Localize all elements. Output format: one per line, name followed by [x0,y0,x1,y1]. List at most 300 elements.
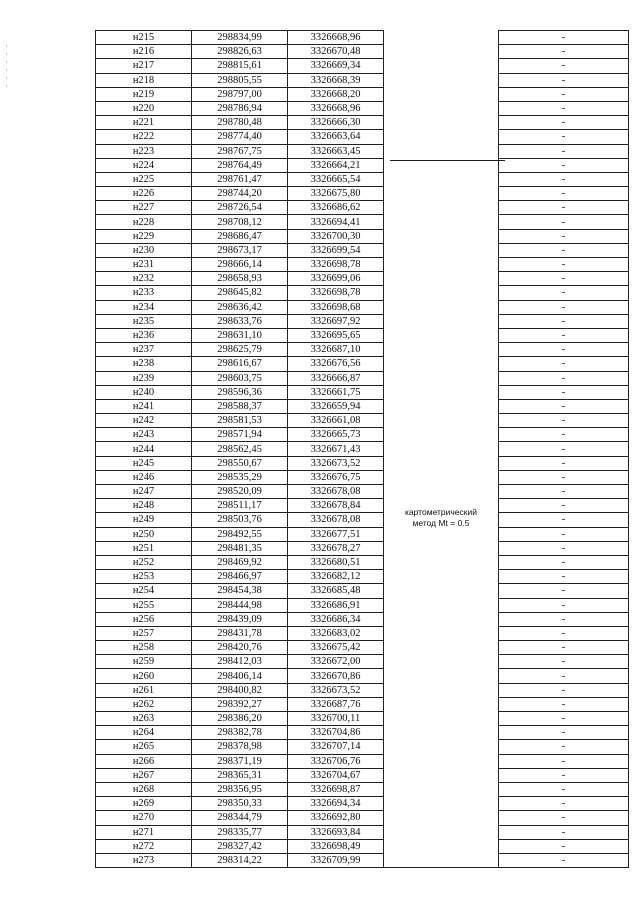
point-id-cell: н218 [96,73,192,87]
x-coordinate-cell: 298726,54 [192,201,288,215]
x-coordinate-cell: 298392,27 [192,697,288,711]
x-coordinate-cell: 298431,78 [192,626,288,640]
table-row [96,782,629,796]
y-coordinate-cell: 3326687,10 [288,343,384,357]
table-row [96,570,629,584]
note-cell: - [499,116,629,130]
point-id-cell: н230 [96,243,192,257]
table-row [96,130,629,144]
x-coordinate-cell: 298633,76 [192,314,288,328]
x-coordinate-cell: 298708,12 [192,215,288,229]
y-coordinate-cell: 3326687,76 [288,697,384,711]
point-id-cell: н266 [96,754,192,768]
note-cell: - [499,286,629,300]
point-id-cell: н223 [96,144,192,158]
point-id-cell: н272 [96,839,192,853]
point-id-cell: н253 [96,570,192,584]
y-coordinate-cell: 3326670,48 [288,45,384,59]
note-cell: - [499,754,629,768]
point-id-cell: н251 [96,541,192,555]
point-id-cell: н236 [96,328,192,342]
table-row [96,740,629,754]
note-cell: - [499,655,629,669]
x-coordinate-cell: 298588,37 [192,399,288,413]
table-row [96,598,629,612]
y-coordinate-cell: 3326700,30 [288,229,384,243]
point-id-cell: н215 [96,31,192,45]
x-coordinate-cell: 298492,55 [192,527,288,541]
point-id-cell: н228 [96,215,192,229]
point-id-cell: н233 [96,286,192,300]
x-coordinate-cell: 298571,94 [192,428,288,442]
point-id-cell: н259 [96,655,192,669]
y-coordinate-cell: 3326668,20 [288,87,384,101]
y-coordinate-cell: 3326675,80 [288,187,384,201]
y-coordinate-cell: 3326686,62 [288,201,384,215]
note-cell: - [499,839,629,853]
y-coordinate-cell: 3326670,86 [288,669,384,683]
note-cell: - [499,825,629,839]
x-coordinate-cell: 298469,92 [192,555,288,569]
note-cell: - [499,853,629,867]
y-coordinate-cell: 3326698,68 [288,300,384,314]
point-id-cell: н241 [96,399,192,413]
y-coordinate-cell: 3326698,87 [288,782,384,796]
y-coordinate-cell: 3326677,51 [288,527,384,541]
y-coordinate-cell: 3326673,52 [288,683,384,697]
y-coordinate-cell: 3326709,99 [288,853,384,867]
x-coordinate-cell: 298658,93 [192,272,288,286]
point-id-cell: н219 [96,87,192,101]
table-row [96,59,629,73]
table-row [96,215,629,229]
table-row [96,754,629,768]
x-coordinate-cell: 298596,36 [192,385,288,399]
point-id-cell: н249 [96,513,192,527]
note-cell: - [499,442,629,456]
table-row [96,555,629,569]
y-coordinate-cell: 3326668,96 [288,101,384,115]
x-coordinate-cell: 298625,79 [192,343,288,357]
table-row [96,527,629,541]
table-row [96,669,629,683]
note-cell: - [499,385,629,399]
method-label-line2: метод Mt = 0.5 [412,517,470,528]
note-cell: - [499,697,629,711]
x-coordinate-cell: 298350,33 [192,797,288,811]
table-row [96,655,629,669]
x-coordinate-cell: 298815,61 [192,59,288,73]
y-coordinate-cell: 3326672,00 [288,655,384,669]
x-coordinate-cell: 298444,98 [192,598,288,612]
coordinates-table-body [96,31,629,868]
table-row [96,612,629,626]
note-cell: - [499,485,629,499]
x-coordinate-cell: 298581,53 [192,414,288,428]
y-coordinate-cell: 3326678,84 [288,499,384,513]
point-id-cell: н267 [96,768,192,782]
x-coordinate-cell: 298327,42 [192,839,288,853]
note-cell: - [499,31,629,45]
x-coordinate-cell: 298344,79 [192,811,288,825]
x-coordinate-cell: 298420,76 [192,641,288,655]
note-cell: - [499,598,629,612]
note-cell: - [499,371,629,385]
point-id-cell: н261 [96,683,192,697]
method-label-line1: картометрический [405,506,477,517]
point-id-cell: н252 [96,555,192,569]
point-id-cell: н273 [96,853,192,867]
point-id-cell: н263 [96,712,192,726]
table-row [96,314,629,328]
x-coordinate-cell: 298511,17 [192,499,288,513]
table-row [96,825,629,839]
point-id-cell: н247 [96,485,192,499]
note-cell: - [499,428,629,442]
table-row [96,87,629,101]
y-coordinate-cell: 3326699,06 [288,272,384,286]
margin-marks [6,45,8,145]
note-cell: - [499,187,629,201]
point-id-cell: н270 [96,811,192,825]
note-cell: - [499,811,629,825]
table-row [96,513,629,527]
y-coordinate-cell: 3326675,42 [288,641,384,655]
y-coordinate-cell: 3326676,75 [288,470,384,484]
note-cell: - [499,584,629,598]
x-coordinate-cell: 298481,35 [192,541,288,555]
x-coordinate-cell: 298616,67 [192,357,288,371]
table-row [96,697,629,711]
table-row [96,853,629,867]
x-coordinate-cell: 298636,42 [192,300,288,314]
x-coordinate-cell: 298520,09 [192,485,288,499]
x-coordinate-cell: 298412,03 [192,655,288,669]
table-row [96,626,629,640]
y-coordinate-cell: 3326685,48 [288,584,384,598]
note-cell: - [499,328,629,342]
x-coordinate-cell: 298767,75 [192,144,288,158]
table-row [96,243,629,257]
note-cell: - [499,513,629,527]
y-coordinate-cell: 3326680,51 [288,555,384,569]
y-coordinate-cell: 3326693,84 [288,825,384,839]
point-id-cell: н254 [96,584,192,598]
table-row [96,300,629,314]
note-cell: - [499,726,629,740]
method-cell-divider [390,160,505,161]
table-row [96,371,629,385]
note-cell: - [499,343,629,357]
y-coordinate-cell: 3326704,67 [288,768,384,782]
note-cell: - [499,73,629,87]
y-coordinate-cell: 3326661,75 [288,385,384,399]
note-cell: - [499,258,629,272]
table-row [96,328,629,342]
table-row [96,357,629,371]
point-id-cell: н240 [96,385,192,399]
table-row [96,229,629,243]
x-coordinate-cell: 298466,97 [192,570,288,584]
x-coordinate-cell: 298744,20 [192,187,288,201]
point-id-cell: н231 [96,258,192,272]
x-coordinate-cell: 298826,63 [192,45,288,59]
x-coordinate-cell: 298764,49 [192,158,288,172]
note-cell: - [499,201,629,215]
note-cell: - [499,272,629,286]
point-id-cell: н237 [96,343,192,357]
table-row [96,584,629,598]
table-row [96,31,629,45]
y-coordinate-cell: 3326683,02 [288,626,384,640]
point-id-cell: н268 [96,782,192,796]
table-row [96,641,629,655]
note-cell: - [499,470,629,484]
y-coordinate-cell: 3326666,87 [288,371,384,385]
point-id-cell: н242 [96,414,192,428]
x-coordinate-cell: 298805,55 [192,73,288,87]
note-cell: - [499,612,629,626]
y-coordinate-cell: 3326671,43 [288,442,384,456]
table-row [96,158,629,172]
point-id-cell: н255 [96,598,192,612]
point-id-cell: н245 [96,456,192,470]
table-row [96,187,629,201]
x-coordinate-cell: 298603,75 [192,371,288,385]
note-cell: - [499,243,629,257]
x-coordinate-cell: 298631,10 [192,328,288,342]
note-cell: - [499,499,629,513]
x-coordinate-cell: 298335,77 [192,825,288,839]
note-cell: - [499,782,629,796]
point-id-cell: н262 [96,697,192,711]
y-coordinate-cell: 3326706,76 [288,754,384,768]
table-row [96,101,629,115]
table-row [96,541,629,555]
table-row [96,272,629,286]
point-id-cell: н235 [96,314,192,328]
table-row [96,116,629,130]
x-coordinate-cell: 298673,17 [192,243,288,257]
note-cell: - [499,555,629,569]
note-cell: - [499,172,629,186]
note-cell: - [499,414,629,428]
x-coordinate-cell: 298371,19 [192,754,288,768]
x-coordinate-cell: 298400,82 [192,683,288,697]
note-cell: - [499,768,629,782]
y-coordinate-cell: 3326704,86 [288,726,384,740]
x-coordinate-cell: 298535,29 [192,470,288,484]
table-row [96,286,629,300]
table-row [96,172,629,186]
table-row [96,768,629,782]
y-coordinate-cell: 3326661,08 [288,414,384,428]
point-id-cell: н250 [96,527,192,541]
point-id-cell: н243 [96,428,192,442]
note-cell: - [499,45,629,59]
point-id-cell: н271 [96,825,192,839]
note-cell: - [499,158,629,172]
note-cell: - [499,399,629,413]
x-coordinate-cell: 298356,95 [192,782,288,796]
x-coordinate-cell: 298386,20 [192,712,288,726]
note-cell: - [499,740,629,754]
table-row [96,839,629,853]
x-coordinate-cell: 298365,31 [192,768,288,782]
table-row [96,414,629,428]
x-coordinate-cell: 298686,47 [192,229,288,243]
y-coordinate-cell: 3326663,64 [288,130,384,144]
y-coordinate-cell: 3326695,65 [288,328,384,342]
point-id-cell: н232 [96,272,192,286]
table-row [96,470,629,484]
note-cell: - [499,456,629,470]
point-id-cell: н221 [96,116,192,130]
y-coordinate-cell: 3326700,11 [288,712,384,726]
note-cell: - [499,527,629,541]
y-coordinate-cell: 3326694,34 [288,797,384,811]
x-coordinate-cell: 298666,14 [192,258,288,272]
y-coordinate-cell: 3326668,96 [288,31,384,45]
note-cell: - [499,669,629,683]
point-id-cell: н246 [96,470,192,484]
method-cell-top [384,31,499,159]
table-row [96,343,629,357]
x-coordinate-cell: 298439,09 [192,612,288,626]
point-id-cell: н239 [96,371,192,385]
y-coordinate-cell: 3326686,91 [288,598,384,612]
x-coordinate-cell: 298797,00 [192,87,288,101]
note-cell: - [499,215,629,229]
note-cell: - [499,300,629,314]
y-coordinate-cell: 3326694,41 [288,215,384,229]
y-coordinate-cell: 3326698,78 [288,286,384,300]
point-id-cell: н227 [96,201,192,215]
y-coordinate-cell: 3326666,30 [288,116,384,130]
y-coordinate-cell: 3326682,12 [288,570,384,584]
point-id-cell: н244 [96,442,192,456]
note-cell: - [499,712,629,726]
point-id-cell: н269 [96,797,192,811]
x-coordinate-cell: 298786,94 [192,101,288,115]
x-coordinate-cell: 298761,47 [192,172,288,186]
y-coordinate-cell: 3326659,94 [288,399,384,413]
point-id-cell: н234 [96,300,192,314]
method-cell [384,158,499,867]
point-id-cell: н256 [96,612,192,626]
y-coordinate-cell: 3326663,45 [288,144,384,158]
point-id-cell: н260 [96,669,192,683]
table-row [96,456,629,470]
y-coordinate-cell: 3326678,08 [288,513,384,527]
y-coordinate-cell: 3326665,54 [288,172,384,186]
y-coordinate-cell: 3326678,27 [288,541,384,555]
x-coordinate-cell: 298314,22 [192,853,288,867]
point-id-cell: н224 [96,158,192,172]
point-id-cell: н264 [96,726,192,740]
table-row [96,385,629,399]
y-coordinate-cell: 3326669,34 [288,59,384,73]
point-id-cell: н225 [96,172,192,186]
table-row [96,797,629,811]
x-coordinate-cell: 298454,38 [192,584,288,598]
y-coordinate-cell: 3326692,80 [288,811,384,825]
table-row [96,399,629,413]
x-coordinate-cell: 298774,40 [192,130,288,144]
point-id-cell: н222 [96,130,192,144]
point-id-cell: н217 [96,59,192,73]
point-id-cell: н216 [96,45,192,59]
x-coordinate-cell: 298645,82 [192,286,288,300]
point-id-cell: н238 [96,357,192,371]
note-cell: - [499,641,629,655]
table-row [96,485,629,499]
table-row [96,726,629,740]
note-cell: - [499,101,629,115]
table-row [96,712,629,726]
coordinates-table [95,30,629,868]
y-coordinate-cell: 3326686,34 [288,612,384,626]
point-id-cell: н248 [96,499,192,513]
x-coordinate-cell: 298382,78 [192,726,288,740]
x-coordinate-cell: 298378,98 [192,740,288,754]
y-coordinate-cell: 3326665,73 [288,428,384,442]
point-id-cell: н258 [96,641,192,655]
point-id-cell: н229 [96,229,192,243]
point-id-cell: н226 [96,187,192,201]
x-coordinate-cell: 298780,48 [192,116,288,130]
note-cell: - [499,144,629,158]
note-cell: - [499,626,629,640]
note-cell: - [499,797,629,811]
note-cell: - [499,314,629,328]
x-coordinate-cell: 298406,14 [192,669,288,683]
note-cell: - [499,130,629,144]
x-coordinate-cell: 298503,76 [192,513,288,527]
point-id-cell: н257 [96,626,192,640]
y-coordinate-cell: 3326699,54 [288,243,384,257]
x-coordinate-cell: 298550,67 [192,456,288,470]
y-coordinate-cell: 3326673,52 [288,456,384,470]
x-coordinate-cell: 298834,99 [192,31,288,45]
y-coordinate-cell: 3326676,56 [288,357,384,371]
note-cell: - [499,357,629,371]
table-row [96,201,629,215]
table-row [96,258,629,272]
note-cell: - [499,541,629,555]
y-coordinate-cell: 3326698,49 [288,839,384,853]
y-coordinate-cell: 3326678,08 [288,485,384,499]
note-cell: - [499,59,629,73]
note-cell: - [499,570,629,584]
table-row [96,144,629,158]
x-coordinate-cell: 298562,45 [192,442,288,456]
y-coordinate-cell: 3326664,21 [288,158,384,172]
note-cell: - [499,229,629,243]
y-coordinate-cell: 3326697,92 [288,314,384,328]
y-coordinate-cell: 3326698,78 [288,258,384,272]
point-id-cell: н220 [96,101,192,115]
table-row [96,499,629,513]
table-row [96,683,629,697]
table-row [96,45,629,59]
note-cell: - [499,87,629,101]
point-id-cell: н265 [96,740,192,754]
note-cell: - [499,683,629,697]
table-row [96,73,629,87]
y-coordinate-cell: 3326707,14 [288,740,384,754]
y-coordinate-cell: 3326668,39 [288,73,384,87]
